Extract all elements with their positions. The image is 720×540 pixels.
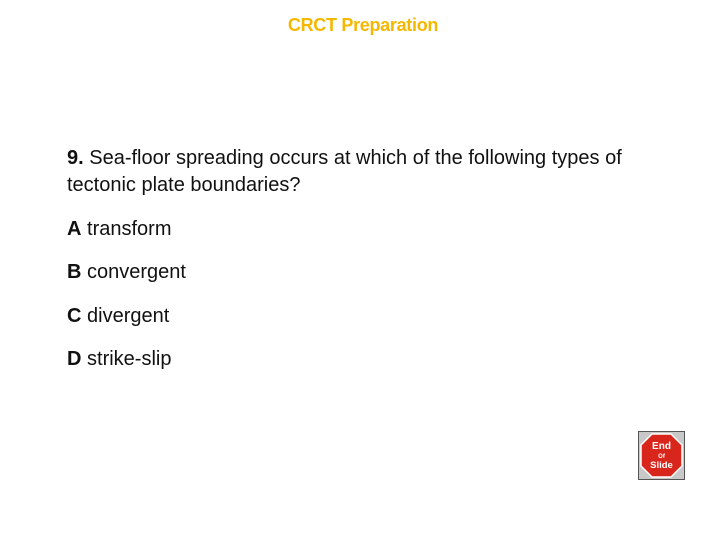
answer-label: transform: [81, 218, 172, 240]
answer-label: convergent: [81, 261, 186, 283]
answer-option-a: [67, 217, 171, 241]
question-body: Sea-floor spreading occurs at which of the following types of tectonic plate boundaries?: [67, 147, 622, 196]
question-number: 9.: [67, 147, 84, 169]
answer-option-c: [67, 304, 169, 328]
answer-letter: A: [67, 218, 82, 240]
answer-letter: C: [67, 305, 82, 327]
answer-label: strike-slip: [81, 348, 172, 370]
answer-letter: B: [67, 261, 82, 283]
slide-title: CRCT Preparation: [287, 15, 439, 35]
answer-option-d: [67, 347, 171, 371]
end-of-slide-button[interactable]: [638, 431, 685, 480]
slide-label: Slide: [650, 460, 673, 471]
question-text: [67, 145, 667, 199]
end-label: End: [652, 441, 671, 452]
answer-label: divergent: [81, 305, 170, 327]
of-label: Of: [658, 454, 665, 460]
answer-option-b: [67, 260, 186, 284]
answer-letter: D: [67, 348, 82, 370]
stop-sign-icon: [639, 432, 684, 479]
